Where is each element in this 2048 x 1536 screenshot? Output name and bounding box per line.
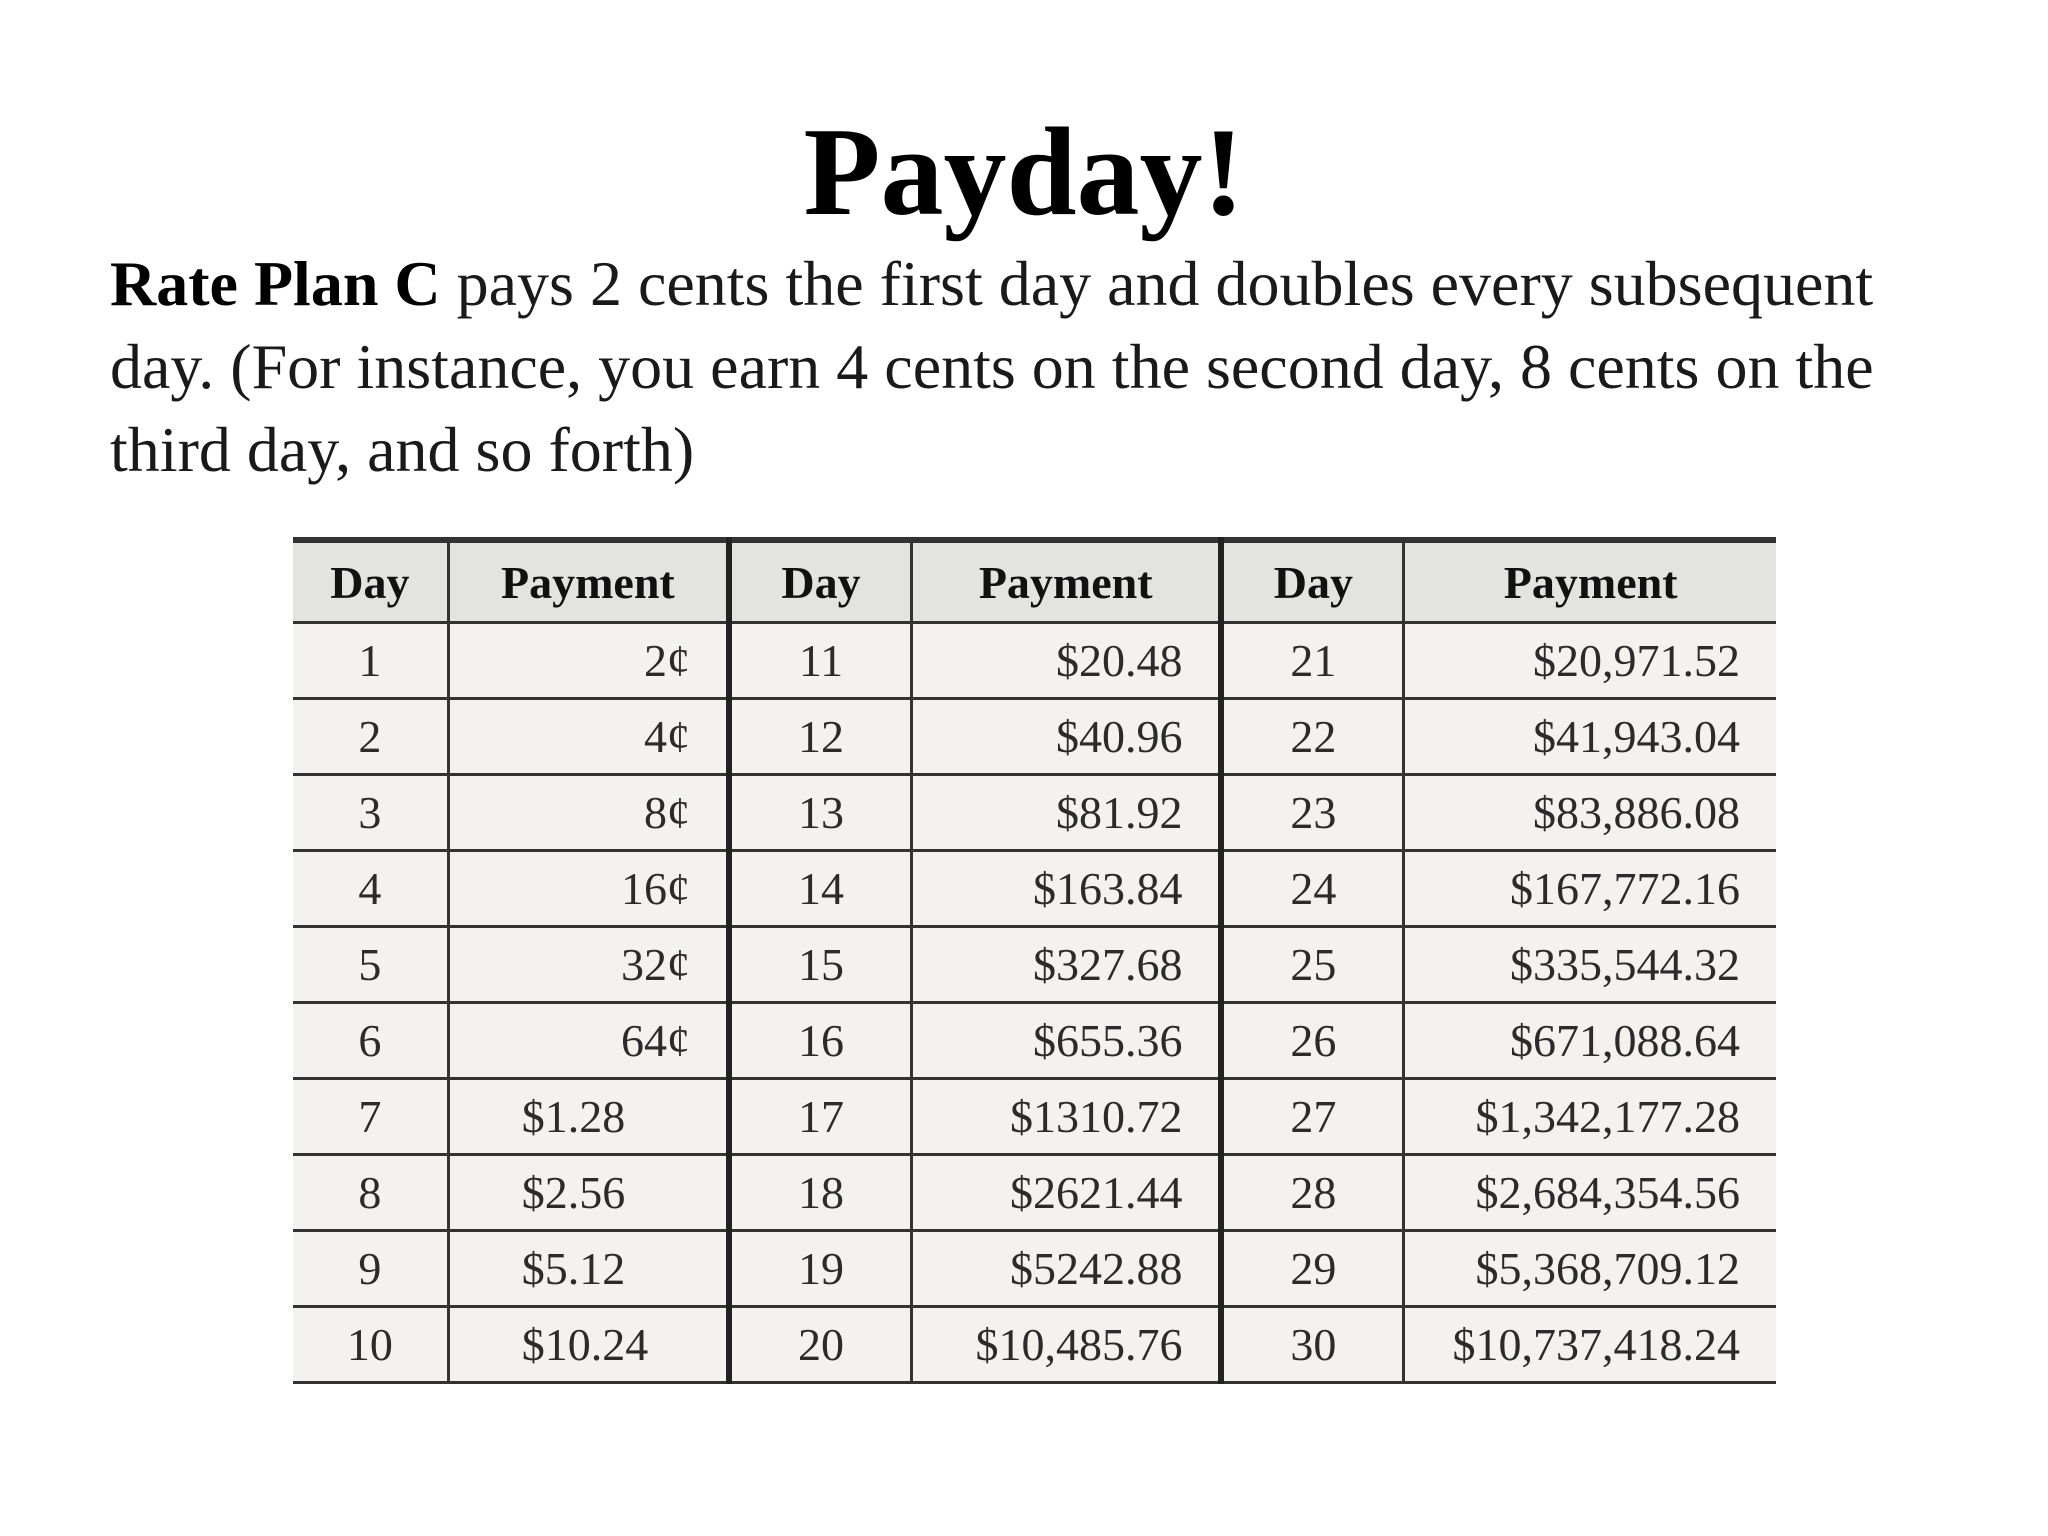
cell-day: 17: [729, 1079, 911, 1155]
table-row: [293, 1307, 1776, 1383]
header-day-1: Day: [293, 540, 448, 623]
cell-day: 29: [1221, 1231, 1403, 1307]
cell-payment: 2¢: [448, 623, 729, 699]
cell-payment: $167,772.16: [1404, 851, 1776, 927]
cell-payment: 4¢: [448, 699, 729, 775]
cell-payment: $2,684,354.56: [1404, 1155, 1776, 1231]
table-row: [293, 1079, 1776, 1155]
table-row: [293, 927, 1776, 1003]
table-row: [293, 623, 1776, 699]
table-row: [293, 1231, 1776, 1307]
cell-day: 1: [293, 623, 448, 699]
slide-title: Payday!: [803, 103, 1245, 242]
header-payment-1: Payment: [448, 540, 729, 623]
header-day-3: Day: [1221, 540, 1403, 623]
cell-payment: $40.96: [911, 699, 1221, 775]
cell-day: 25: [1221, 927, 1403, 1003]
header-payment-3: Payment: [1404, 540, 1776, 623]
cell-payment: $5242.88: [911, 1231, 1221, 1307]
cell-payment: 32¢: [448, 927, 729, 1003]
cell-payment: $83,886.08: [1404, 775, 1776, 851]
intro-text: pays 2 cents the first day and doubles every subsequent day. (For instance, you earn 4 cents on the second day, 8 cents on the third day, and so forth): [110, 248, 1874, 485]
cell-day: 4: [293, 851, 448, 927]
cell-day: 20: [729, 1307, 911, 1383]
table-row: [293, 851, 1776, 927]
table-row: [293, 775, 1776, 851]
cell-payment: 16¢: [448, 851, 729, 927]
cell-day: 11: [729, 623, 911, 699]
table-row: [293, 1155, 1776, 1231]
cell-payment: $5,368,709.12: [1404, 1231, 1776, 1307]
cell-day: 12: [729, 699, 911, 775]
cell-day: 13: [729, 775, 911, 851]
cell-payment: $1,342,177.28: [1404, 1079, 1776, 1155]
cell-payment: $10,485.76: [911, 1307, 1221, 1383]
cell-day: 8: [293, 1155, 448, 1231]
cell-payment: $81.92: [911, 775, 1221, 851]
cell-day: 2: [293, 699, 448, 775]
cell-day: 15: [729, 927, 911, 1003]
cell-payment: $1.28: [448, 1079, 729, 1155]
cell-day: 28: [1221, 1155, 1403, 1231]
header-payment-2: Payment: [911, 540, 1221, 623]
cell-payment: $1310.72: [911, 1079, 1221, 1155]
cell-day: 26: [1221, 1003, 1403, 1079]
cell-payment: 8¢: [448, 775, 729, 851]
cell-day: 7: [293, 1079, 448, 1155]
table-row: [293, 699, 1776, 775]
cell-day: 23: [1221, 775, 1403, 851]
cell-payment: $327.68: [911, 927, 1221, 1003]
cell-day: 14: [729, 851, 911, 927]
payment-table: [293, 537, 1776, 1384]
rate-plan-name: Rate Plan C: [110, 248, 441, 319]
cell-payment: $10,737,418.24: [1404, 1307, 1776, 1383]
cell-payment: $41,943.04: [1404, 699, 1776, 775]
cell-payment: 64¢: [448, 1003, 729, 1079]
cell-day: 24: [1221, 851, 1403, 927]
payment-table-container: [293, 537, 1776, 1384]
cell-day: 10: [293, 1307, 448, 1383]
cell-day: 22: [1221, 699, 1403, 775]
cell-day: 9: [293, 1231, 448, 1307]
cell-day: 3: [293, 775, 448, 851]
table-body: [293, 623, 1776, 1383]
cell-day: 5: [293, 927, 448, 1003]
cell-payment: $671,088.64: [1404, 1003, 1776, 1079]
header-day-2: Day: [729, 540, 911, 623]
cell-payment: $2621.44: [911, 1155, 1221, 1231]
cell-payment: $655.36: [911, 1003, 1221, 1079]
cell-day: 18: [729, 1155, 911, 1231]
table-row: [293, 1003, 1776, 1079]
intro-paragraph: [110, 242, 1990, 491]
cell-day: 21: [1221, 623, 1403, 699]
cell-payment: $20.48: [911, 623, 1221, 699]
cell-day: 30: [1221, 1307, 1403, 1383]
cell-day: 27: [1221, 1079, 1403, 1155]
cell-payment: $163.84: [911, 851, 1221, 927]
cell-day: 19: [729, 1231, 911, 1307]
cell-payment: $20,971.52: [1404, 623, 1776, 699]
cell-payment: $335,544.32: [1404, 927, 1776, 1003]
cell-payment: $10.24: [448, 1307, 729, 1383]
cell-day: 6: [293, 1003, 448, 1079]
cell-payment: $5.12: [448, 1231, 729, 1307]
cell-payment: $2.56: [448, 1155, 729, 1231]
table-header-row: [293, 540, 1776, 623]
cell-day: 16: [729, 1003, 911, 1079]
